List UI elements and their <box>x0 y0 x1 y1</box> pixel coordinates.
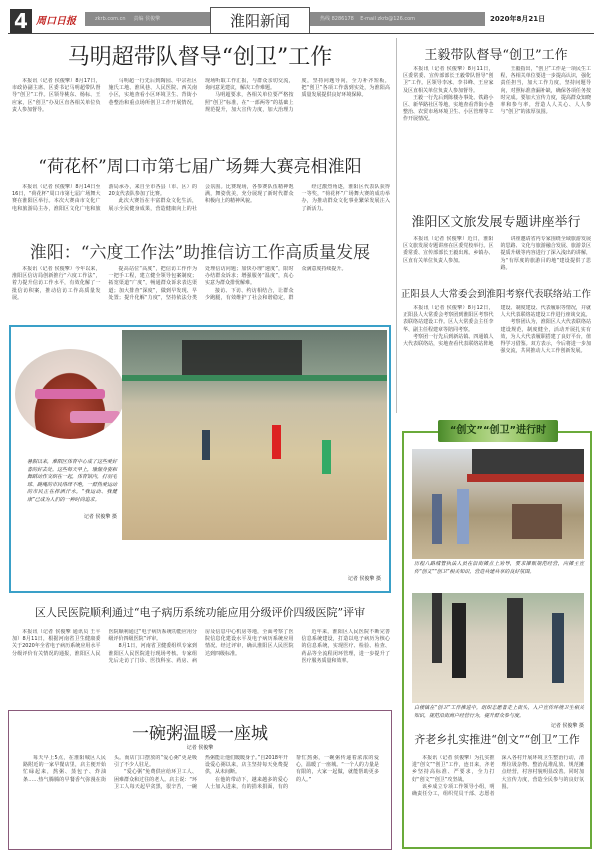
paragraph: 此次大赛旨在丰富群众文化生活，展示全民健身成果，营造健康向上的社会氛围。比赛现场，各参赛队伍精神饱满，舞姿优美，充分展现了新时代群众积极向上的精神风貌。 <box>108 184 294 212</box>
byline: 记者 侯俊擎 <box>186 745 214 751</box>
paragraph: 马明超一行先后到陶园、中宗社区施氏工地、淮风巷、人民医院、西关南小区，实地查看小区环境卫生、背街小巷整治和重点场所创卫工作开展情况，现场听取工作汇报，与群众亲切交流，询问意见建议，解决工作难题。 <box>108 78 294 106</box>
article-headline: 淮阳：“六度工作法”助推信访工作高质量发展 <box>29 243 371 263</box>
section-tab: 淮阳新闻 <box>210 7 310 34</box>
yoga-photo <box>15 349 125 439</box>
photo-caption: 白楼镇在“创卫”工作推进中，组织志愿者走上街头，入户宣传环境卫生相关知识，规范沿街商户经营行为，提升群众参与度。 <box>414 705 584 719</box>
website: zkrb.com.cn <box>95 16 126 22</box>
column-divider <box>396 38 397 413</box>
paragraph: 接访、下访、约访相结合，让群众少跑腿，有效维护了社会和谐稳定，群众满意度持续提升。 <box>205 266 347 301</box>
article-body <box>403 236 591 278</box>
photo-feature-box <box>9 325 391 593</box>
article-body <box>12 629 390 691</box>
paragraph: 王毅指出，“创卫”工作是一项民生工程，各相关单位要进一步提高认识，强化责任担当，加大工作力度，坚持问题导向，对照标准查漏补缺，确保各项任务按时完成。要加大宣传力度，提高群众知晓率和参与率，营造人人关心、人人参与“创卫”的浓厚氛围。 <box>500 66 591 116</box>
bordered-article-box <box>8 710 392 850</box>
paragraph: 8月1日，河南省卫健委组织专家到淮阳区人民医院进行现场考核。专家组先后走访了门诊、医技科室、药房、病房及信息中心机房等地，全面考察了医院信息化建设水平及电子病历系统应用情况。经过评审，确认淮阳区人民医院达到四级标准。 <box>108 629 294 664</box>
paragraph: 马明超要求，各相关单位要严格按照“创卫”标准，在“一部两等”的基础上规范提升，加大宣传力度，加大治理力度，坚持问题导向，全力补齐短板，把“创卫”各项工作落到实处，为淮阳高质量发展提供良好环境保障。 <box>205 78 390 113</box>
article-body <box>412 755 584 845</box>
article-headline: 区人民医院顺利通过“电子病历系统功能应用分级评价四级医院”评审 <box>34 606 366 619</box>
article-headline: “荷花杯”周口市第七届广场舞大赛亮相淮阳 <box>38 157 362 177</box>
paper-logo: 周口日报 <box>36 16 76 27</box>
paragraph: 在他的带动下，越来越多的爱心人士加入进来，有的捐米捐面，有的帮忙熬粥，一碗粥传递着浓浓的爱心，温暖了一座城。“一个人的力量是有限的，大家一起做，就能帮助更多的人。” <box>205 755 379 790</box>
article-body <box>12 266 390 322</box>
street-photo-1 <box>412 449 584 559</box>
masthead-bar-left <box>85 12 211 26</box>
paragraph: 本报讯（记者 侯俊擎）今年以来，淮阳区信访局创新推行“六度工作法”，着力提升信访工作水平，有效化解了一批信访积案，推动信访工作高质量发展。 <box>12 266 101 301</box>
article-body <box>403 305 591 409</box>
green-feature-box <box>402 425 592 849</box>
article-body <box>403 66 591 206</box>
street-photo-2 <box>412 593 584 703</box>
article-body <box>23 755 379 847</box>
masthead-rule <box>8 33 594 34</box>
editor: 责编 侯俊擎 <box>133 16 161 22</box>
article-body <box>12 184 390 234</box>
paragraph: 本报讯（记者 侯俊擎）为扎实推进“创文”“创卫”工作，连日来，齐老乡坚持高标准、严要求，全力打好“创文”“创卫”攻坚战。 <box>412 755 495 783</box>
article-headline: 淮阳区文旅发展专题讲座举行 <box>411 215 581 230</box>
hotline: 热线 8286178 <box>320 16 354 22</box>
paragraph: 每天早上5点，在淮阳城区人民路附近的一家早餐店里，店主便开始忙碌起来，熬粥、蒸包子、炸油条……热气腾腾的早餐香气弥漫在街头。而店门口摆放的“爱心粥”更是吸引了不少人驻足。 <box>23 755 197 783</box>
paragraph: 王毅一行先后到陈楼办事处、铁路小区、新华路社区等地，实地查看背街小巷整治、农贸市场环境卫生、小区管理等工作开展情况。 <box>403 94 494 123</box>
article-headline: 马明超带队督导“创卫”工作 <box>67 45 333 70</box>
photo-caption: 暑假以来，淮阳区体育中心成了这些爱好者的好去处。这些每天早上，瑜伽身姿和舞蹈动作交织在一起，体育馆内，打羽毛球、跳绳的市民络绎不绝，一群热爱运动的市民正在挥洒汗水，“我运动、我健康”已成为人们的一种时尚追求。 <box>27 459 118 503</box>
paragraph: 本报讯（记者 侯俊擎 通讯员 王平加）8月11日，根据河南省卫生健康委关于2020年全省电子病历系统应用水平分级评价有关情况的通报，淮阳区人民医院顺利通过“电子病历系统功能应用分级评价四级医院”评审。 <box>12 629 197 657</box>
badminton-photo <box>122 330 387 540</box>
paragraph: 本报讯（记者 侯俊擎）8月17日，市政协副主席、区委书记马明超带队督导“创卫”工作。区领导桃东、杨标、王应家，区“创卫”办及区直各相关单位负责人参加督导。 <box>12 78 101 113</box>
paragraph: 本报讯（记者 侯俊擎）8月14日至16日，“荷花杯”周口市第七届广场舞大赛在淮阳区举行。本次大赛由市文化广电和旅游局主办，淮阳区文化广电和旅游局承办，来自全市各县（市、区）的20支代表队参加了比赛。 <box>12 184 197 212</box>
paragraph: 讲座邀请省内专家围绕全域旅游发展的思路、文化与旅游融合发展、旅游景区提质升级等内容进行了深入浅出的讲解，为“有厚度的旅游目的地”建设提供了思路。 <box>500 236 591 271</box>
email: E-mail zkrb@126.com <box>360 16 416 22</box>
article-headline: 王毅带队督导“创卫”工作 <box>424 48 568 63</box>
paragraph: “爱心粥”免费供应给环卫工人、困难群众和过往的老人。店主说：“环卫工人每天起早贪黑，很辛苦，一碗热粥能让他们暖暖身子。”自2018年开设爱心粥以来，店主坚持每天免费提供，从未间断。 <box>114 755 288 790</box>
issue-date: 2020年8月21日 <box>490 15 546 23</box>
paragraph: 该乡成立专项工作领导小组，明确责任分工，组织党员干部、志愿者深入各村开展环境卫生整治行动，清理垃圾杂物、整治乱堆乱放、规范摊点经营，村容村貌明显改善。同时加大宣传力度，营造全民参与的良好氛围。 <box>412 755 584 798</box>
paragraph: 近年来，淮阳区人民医院不断完善信息系统建设，打造以电子病历为核心的信息系统，实现医疗、检验、检查、药品等全流程闭环管理，进一步提升了医疗服务质量和效率。 <box>301 629 390 664</box>
feature-banner: “创文”“创卫”进行时 <box>438 420 558 442</box>
article-headline: 齐老乡扎实推进“创文”“创卫”工作 <box>414 733 580 746</box>
photo-caption: 历程八路城管执法人员在沿街摊点上劝导，要求摊贩规范经营，向摊主宣传“创文”“创卫”相关知识，营造共建共享的良好氛围。 <box>414 561 584 575</box>
paragraph: 考察团认为，淮阳区人大代表联络站建设规范，制度健全，活动开展扎实有效，为人大代表履职搭建了良好平台，值得学习借鉴。双方表示，今后将进一步加强交流，共同推动人大工作创新发展。 <box>500 319 591 355</box>
article-headline: 一碗粥温暖一座城 <box>132 724 268 744</box>
page-number: 4 <box>10 9 32 33</box>
photo-credit-small: 记者 侯俊擎 摄 <box>83 514 117 520</box>
photo-credit: 记者 侯俊擎 摄 <box>347 576 381 582</box>
article-body <box>12 78 390 144</box>
article-headline: 正阳县人大常委会到淮阳考察代表联络站工作 <box>400 289 591 300</box>
paragraph: 提高站位“高度”，把信访工作作为一把手工程，建立健全领导包案制度；拓宽渠道“广度”，畅通群众诉求表达渠道；加大排查“深度”，做到早发现、早处置；提升化解“力度”，坚持依法分类处理信访问题；加快办理“速度”，限时办结群众诉求；增强服务“温度”，真心实意为群众排忧解难。 <box>108 266 294 301</box>
paragraph: 本报讯（记者 侯俊擎）8月11日，区委常委、宣传部部长王毅带队督导“创卫”工作。区领导李冰、李书峰、王应家及区直相关单位负责人参加督导。 <box>403 66 494 94</box>
paragraph: 经过激烈角逐，淮阳区代表队获得一等奖，“荷花杯”广场舞大赛的成功举办，为推动群众文化事业繁荣发展注入了新活力。 <box>301 184 390 212</box>
paragraph: 本报讯（记者 侯俊擎）近日，淮阳区文旅发展专题讲座在区委党校举行。区委常委、宣传部部长王毅出席。乡镇办、区直有关单位负责人参加。 <box>403 236 494 264</box>
paragraph: 本报讯（记者 侯俊擎）8月12日，正阳县人大常委会考察团到淮阳区考察代表联络站建设工作。区人大常委会主任李华、副主任程建章等陪同考察。 <box>403 305 494 333</box>
masthead-bar-right <box>310 12 485 26</box>
photo-credit: 记者 侯俊擎 摄 <box>550 723 584 729</box>
paragraph: 考察团一行先后到新站镇、四通镇人大代表联络站，实地查看代表联络站阵地建设、制度建设、代表履职等情况，并就人大代表联络站建设工作进行座谈交流。 <box>403 305 591 348</box>
